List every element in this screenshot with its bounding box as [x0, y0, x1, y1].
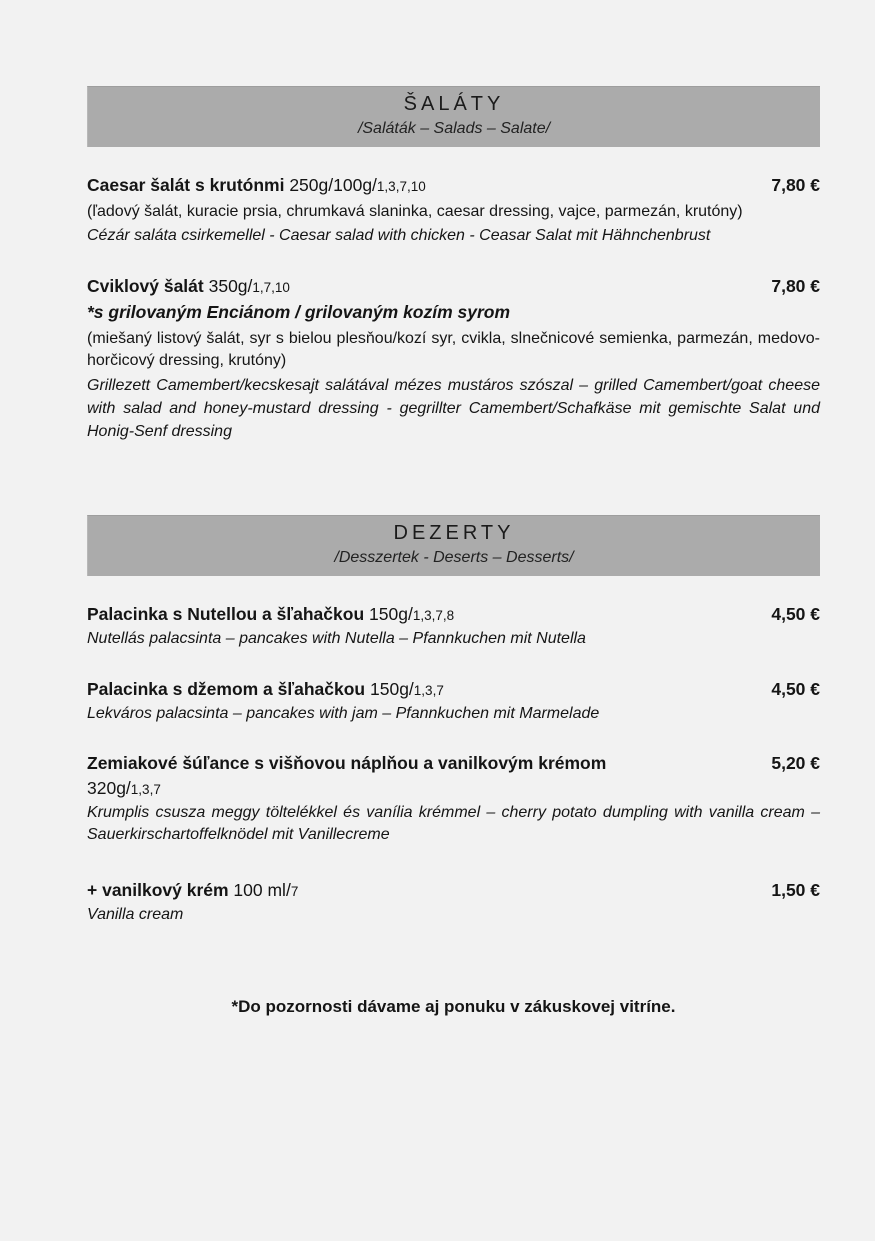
- item-translation: Vanilla cream: [87, 905, 184, 923]
- item-name: + vanilkový krém: [87, 880, 229, 901]
- section-title: DEZERTY: [393, 522, 515, 545]
- menu-item-pancake-nutella: [87, 603, 820, 650]
- item-weight: 100 ml/: [233, 880, 291, 901]
- item-description: (ľadový šalát, kuracie prsia, chrumkavá slaninka, caesar dressing, vajce, parmezán, krutóny): [87, 202, 743, 220]
- item-name: Caesar šalát s krutónmi: [87, 175, 285, 195]
- item-price: 5,20 €: [771, 753, 820, 774]
- item-weight-line: [87, 777, 820, 800]
- item-allergens: 1,3,7: [413, 682, 444, 698]
- menu-item-potato-dumplings: [87, 752, 820, 847]
- item-title: [87, 879, 298, 902]
- section-header-desserts: [87, 515, 820, 576]
- footer-note: *Do pozornosti dávame aj ponuku v zákuskovej vitríne.: [231, 996, 676, 1016]
- item-price: 1,50 €: [771, 880, 820, 901]
- menu-page: [87, 0, 820, 1017]
- item-title: [87, 174, 426, 197]
- item-name: Palacinka s Nutellou a šľahačkou: [87, 604, 365, 625]
- menu-item-beetroot-salad: [87, 275, 820, 443]
- item-weight: 350g/: [208, 276, 253, 297]
- item-description: (miešaný listový šalát, syr s bielou plesňou/kozí syr, cvikla, slnečnicové semienka, parmezán, medovo-horčicový dressing, krutóny): [87, 329, 820, 370]
- item-allergens: 1,3,7: [130, 781, 161, 797]
- item-title: [87, 603, 454, 626]
- item-variant-note: *s grilovaným Enciánom / grilovaným kozím syrom: [87, 301, 511, 322]
- item-name: Cviklový šalát: [87, 276, 204, 297]
- item-price: 4,50 €: [771, 678, 820, 699]
- item-weight: 250g/100g/: [289, 175, 377, 195]
- section-title: ŠALÁTY: [403, 93, 505, 115]
- item-price: 4,50 €: [771, 604, 820, 625]
- section-subtitle: /Desszertek - Deserts – Desserts/: [334, 549, 574, 567]
- item-head: [87, 174, 820, 197]
- item-price: 7,80 €: [771, 175, 820, 195]
- section-subtitle: /Saláták – Salads – Salate/: [357, 120, 551, 137]
- item-weight: 150g/: [369, 604, 413, 625]
- item-translation: Nutellás palacsinta – pancakes with Nutella – Pfannkuchen mit Nutella: [87, 630, 586, 648]
- item-allergens: 1,3,7,10: [376, 179, 426, 194]
- item-allergens: 7: [290, 884, 299, 900]
- section-header-salads: [87, 86, 820, 147]
- item-price: 7,80 €: [771, 276, 820, 297]
- item-translation: Grillezett Camembert/kecskesajt salátával mézes mustáros szószal – grilled Camembert/goat cheese with salad and honey-mustard dressing - gegrillter Camembert/Schafkäse mit gemischte Salat und Honig-Senf dressing: [87, 377, 820, 440]
- item-allergens: 1,3,7,8: [412, 608, 455, 624]
- item-title: [87, 678, 444, 701]
- item-weight: 320g/: [87, 777, 131, 798]
- menu-item-vanilla-cream: [87, 879, 820, 926]
- item-allergens: 1,7,10: [252, 280, 290, 296]
- item-head: [87, 752, 820, 775]
- item-name: Zemiakové šúľance s višňovou náplňou a vanilkovým krémom: [87, 753, 607, 774]
- item-translation: Lekváros palacsinta – pancakes with jam – Pfannkuchen mit Marmelade: [87, 704, 600, 722]
- menu-item-pancake-jam: [87, 678, 820, 725]
- item-title: [87, 275, 290, 298]
- item-head: [87, 678, 820, 701]
- item-head: [87, 275, 820, 298]
- item-head: [87, 879, 820, 902]
- item-translation: Cézár saláta csirkemellel - Caesar salad with chicken - Ceasar Salat mit Hähnchenbrust: [87, 227, 711, 245]
- menu-item-caesar-salad: [87, 174, 820, 248]
- item-translation: Krumplis csusza meggy töltelékkel és vanília krémmel – cherry potato dumpling with vanilla cream – Sauerkirschartoffelknödel mit Vanillecreme: [87, 803, 820, 844]
- item-name: Palacinka s džemom a šľahačkou: [87, 678, 366, 699]
- item-head: [87, 603, 820, 626]
- item-title: [87, 752, 606, 775]
- item-weight: 150g/: [370, 678, 414, 699]
